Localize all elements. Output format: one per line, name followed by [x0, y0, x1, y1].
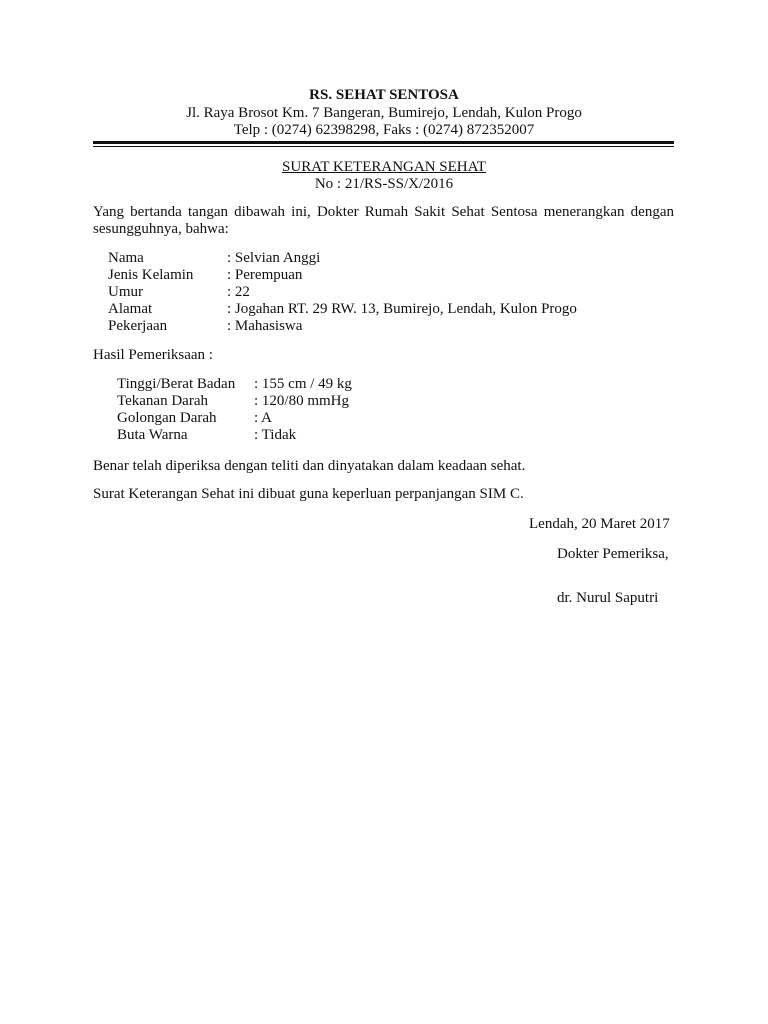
- exam-value: : 120/80 mmHg: [254, 393, 350, 409]
- identity-label: Jenis Kelamin: [108, 267, 194, 283]
- letterhead-divider-thin: [93, 146, 674, 147]
- signature-name: dr. Nurul Saputri: [557, 590, 659, 606]
- letter-number: No : 21/RS-SS/X/2016: [314, 176, 454, 192]
- health-statement: Benar telah diperiksa dengan teliti dan dinyatakan dalam keadaan sehat.: [93, 458, 526, 474]
- exam-value: : A: [254, 410, 272, 426]
- exam-label: Buta Warna: [117, 427, 188, 443]
- signature-place-date: Lendah, 20 Maret 2017: [529, 516, 670, 532]
- letterhead-divider-thick: [93, 141, 674, 144]
- identity-value: : Jogahan RT. 29 RW. 13, Bumirejo, Lendah, Kulon Progo: [227, 301, 577, 317]
- hospital-name: RS. SEHAT SENTOSA: [309, 87, 459, 103]
- identity-label: Nama: [108, 250, 144, 266]
- identity-label: Pekerjaan: [108, 318, 168, 334]
- exam-label: Golongan Darah: [117, 410, 217, 426]
- identity-label: Umur: [108, 284, 143, 300]
- letter-title: [0, 159, 768, 176]
- identity-value: : Perempuan: [227, 267, 303, 283]
- exam-heading: Hasil Pemeriksaan :: [93, 347, 213, 363]
- identity-value: : Mahasiswa: [227, 318, 303, 334]
- signature-role: Dokter Pemeriksa,: [557, 546, 669, 562]
- exam-label: Tinggi/Berat Badan: [117, 376, 236, 392]
- exam-label: Tekanan Darah: [117, 393, 208, 409]
- intro-line-1: Yang bertanda tangan dibawah ini, Dokter Rumah Sakit Sehat Sentosa menerangkan dengan: [93, 204, 674, 220]
- purpose-statement: Surat Keterangan Sehat ini dibuat guna keperluan perpanjangan SIM C.: [93, 486, 524, 502]
- hospital-address: Jl. Raya Brosot Km. 7 Bangeran, Bumirejo, Lendah, Kulon Progo: [186, 105, 582, 121]
- intro-line-2: sesungguhnya, bahwa:: [93, 221, 229, 237]
- exam-value: : 155 cm / 49 kg: [254, 376, 352, 392]
- identity-value: : Selvian Anggi: [227, 250, 321, 266]
- hospital-contact: Telp : (0274) 62398298, Faks : (0274) 872352007: [233, 122, 535, 138]
- exam-value: : Tidak: [254, 427, 297, 443]
- letter-title-text: SURAT KETERANGAN SEHAT: [282, 159, 486, 175]
- identity-value: : 22: [227, 284, 250, 300]
- identity-label: Alamat: [108, 301, 153, 317]
